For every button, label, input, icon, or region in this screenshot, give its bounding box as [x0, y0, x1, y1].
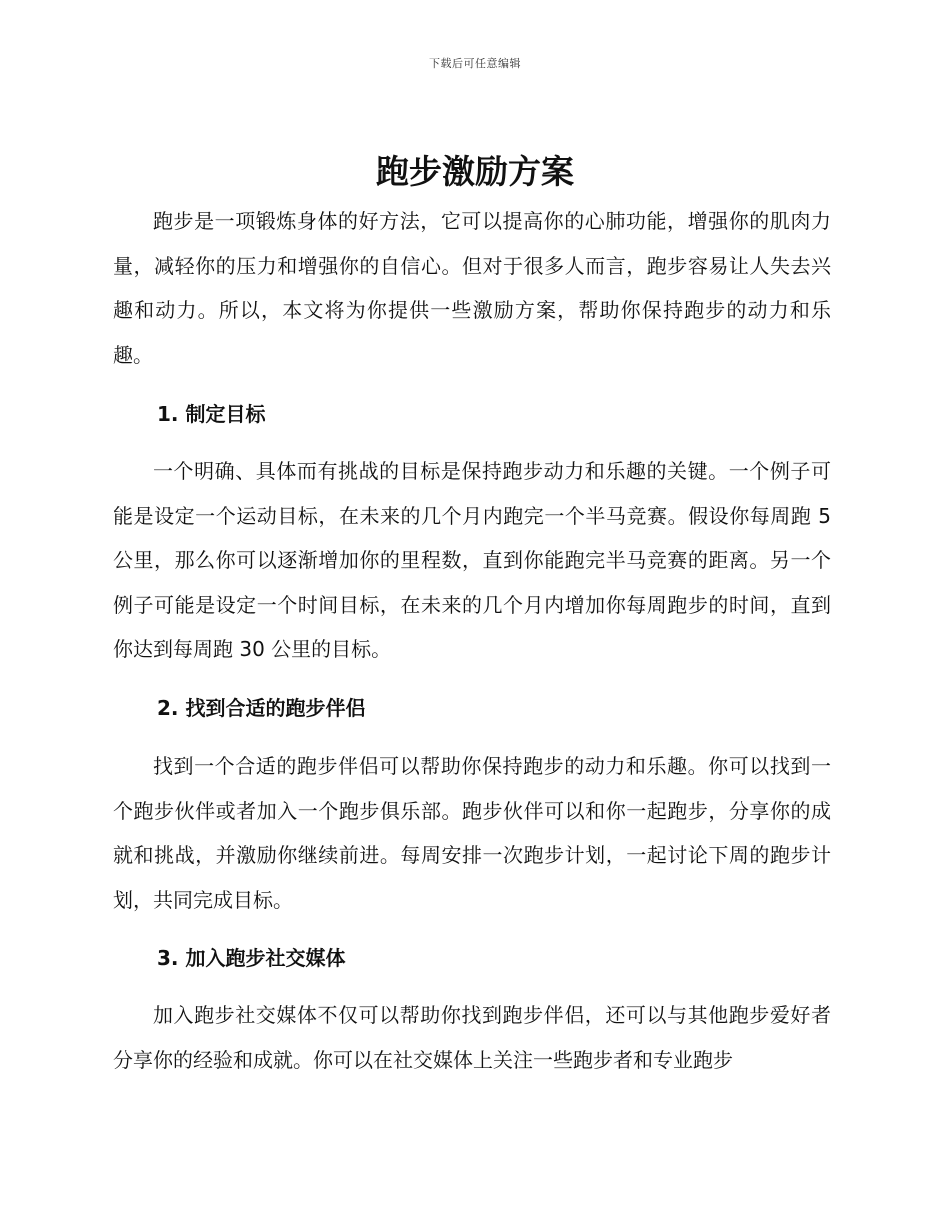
section-body-partner: 找到一个合适的跑步伴侣可以帮助你保持跑步的动力和乐趣。你可以找到一个跑步伙伴或者加入一个跑步俱乐部。跑步伙伴可以和你一起跑步，分享你的成就和挑战，并激励你继续前进。每周安排一次跑步计划，一起讨论下周的跑步计划，共同完成目标。: [113, 754, 831, 912]
header-note: 下载后可任意编辑: [429, 57, 521, 70]
document-title: 跑步激励方案: [376, 152, 574, 191]
section-heading-social-media: 3. 加入跑步社交媒体: [157, 946, 346, 970]
section-body-social-media: 加入跑步社交媒体不仅可以帮助你找到跑步伴侣，还可以与其他跑步爱好者分享你的经验和成就。你可以在社交媒体上关注一些跑步者和专业跑步: [113, 1003, 831, 1072]
intro-paragraph: 跑步是一项锻炼身体的好方法，它可以提高你的心肺功能，增强你的肌肉力量，减轻你的压力和增强你的自信心。但对于很多人而言，跑步容易让人失去兴趣和动力。所以，本文将为你提供一些激励方案，帮助你保持跑步的动力和乐趣。: [113, 209, 831, 367]
section-heading-partner: 2. 找到合适的跑步伴侣: [157, 696, 366, 720]
section-body-goals: 一个明确、具体而有挑战的目标是保持跑步动力和乐趣的关键。一个例子可能是设定一个运动目标，在未来的几个月内跑完一个半马竞赛。假设你每周跑 5 公里，那么你可以逐渐增加你的里程数，直到你能跑完半马竞赛的距离。另一个例子可能是设定一个时间目标，在未来的几个月内增加你每周跑步的时间，直到你达到每周跑 30 公里的目标。: [113, 459, 831, 661]
section-heading-goals: 1. 制定目标: [157, 402, 266, 426]
